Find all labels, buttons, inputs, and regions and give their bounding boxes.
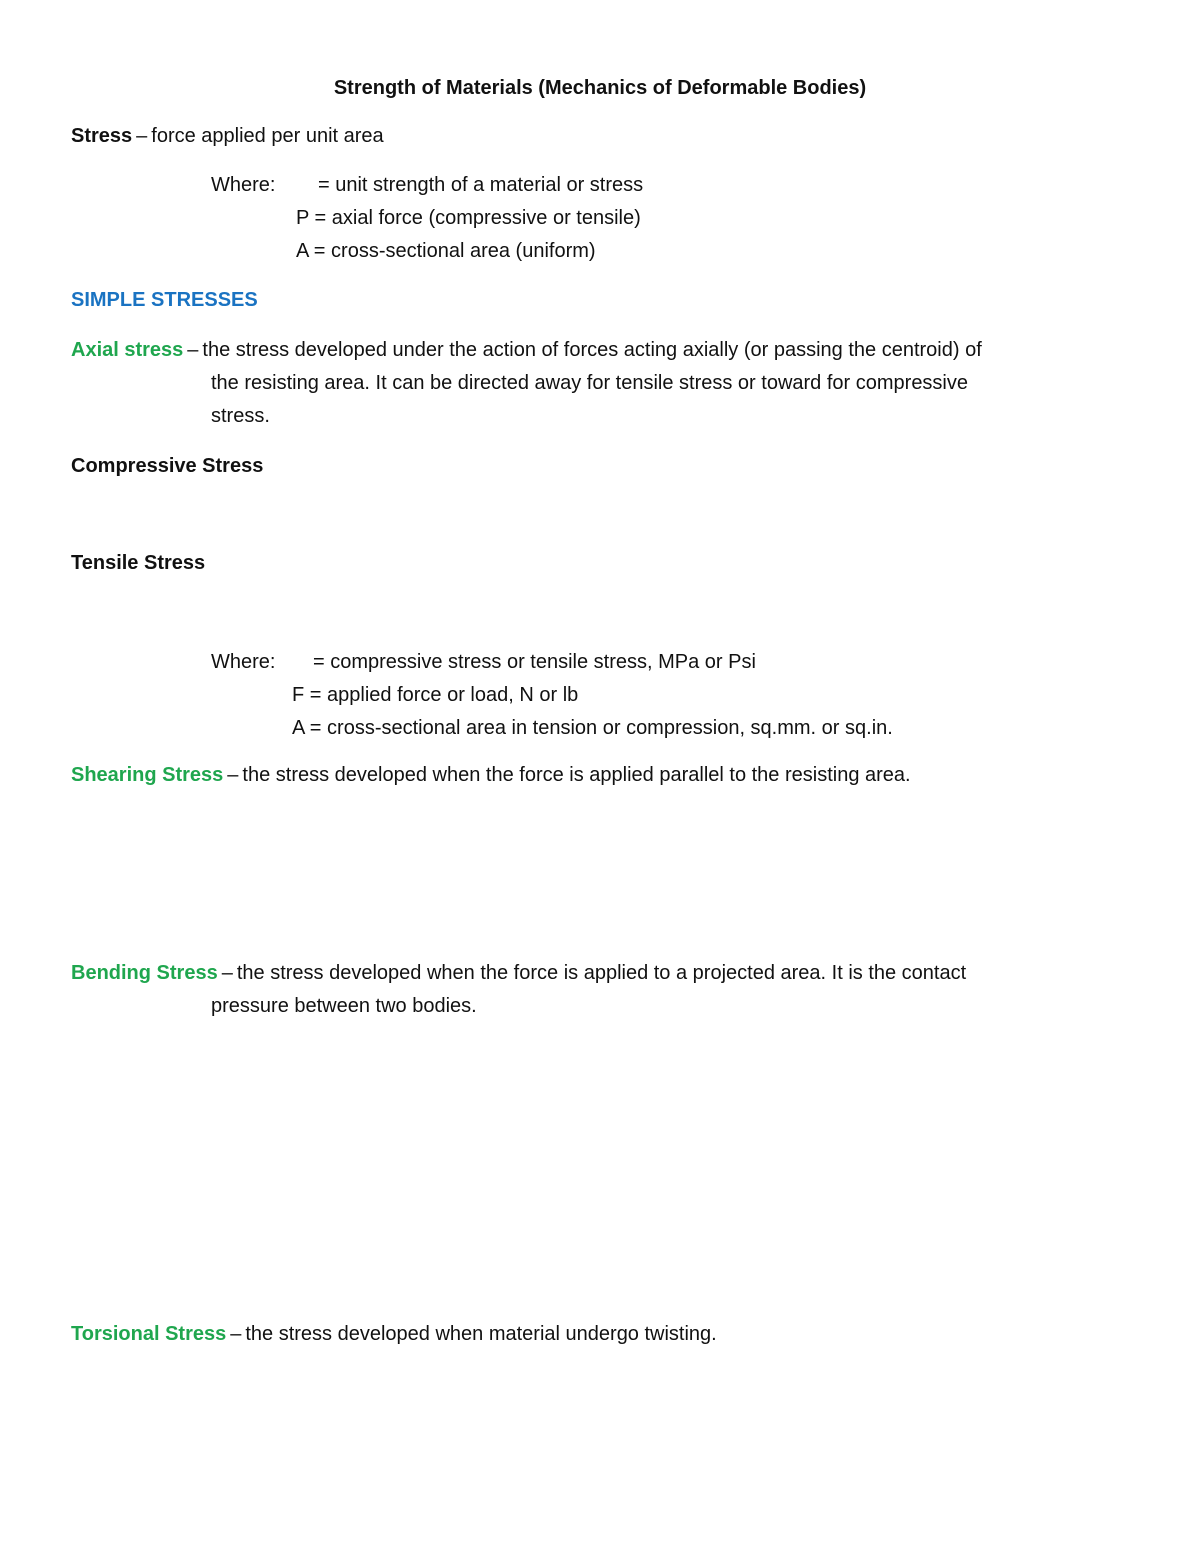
stress-term: Stress [71, 125, 133, 147]
where2-label: Where: [211, 651, 276, 673]
bending-text-2: pressure between two bodies. [211, 995, 477, 1017]
axial-stress-line1 [71, 338, 982, 362]
axial-text-2: the resisting area. It can be directed away for tensile stress or toward for compressive [211, 372, 969, 394]
simple-stresses-heading: SIMPLE STRESSES [71, 289, 258, 311]
axial-term: Axial stress [71, 339, 184, 361]
torsional-stress-line [71, 1322, 717, 1346]
where2-line-sigma: = compressive stress or tensile stress, MPa or Psi [313, 651, 756, 673]
where1-label: Where: [211, 174, 276, 196]
axial-dash: – [187, 339, 199, 361]
torsional-dash: – [230, 1323, 242, 1345]
where1-line-sigma: = unit strength of a material or stress [318, 174, 644, 196]
where1-line-p: P = axial force (compressive or tensile) [296, 207, 641, 229]
axial-text-3: stress. [211, 405, 270, 427]
torsional-text: the stress developed when material undergo twisting. [245, 1323, 717, 1345]
bending-dash: – [221, 962, 233, 984]
torsional-term: Torsional Stress [71, 1323, 227, 1345]
bending-stress-line1 [71, 961, 966, 985]
stress-text: force applied per unit area [151, 125, 384, 147]
bending-term: Bending Stress [71, 962, 218, 984]
shearing-dash: – [227, 764, 239, 786]
where2-line-a: A = cross-sectional area in tension or compression, sq.mm. or sq.in. [292, 717, 893, 739]
shearing-stress-line [71, 763, 911, 787]
shearing-text: the stress developed when the force is applied parallel to the resisting area. [242, 764, 911, 786]
where1-line-a: A = cross-sectional area (uniform) [296, 240, 596, 262]
bending-text-1: the stress developed when the force is applied to a projected area. It is the contact [236, 962, 967, 984]
tensile-stress-heading: Tensile Stress [71, 552, 206, 574]
where2-line-f: F = applied force or load, N or lb [292, 684, 579, 706]
shearing-term: Shearing Stress [71, 764, 224, 786]
stress-definition [71, 124, 384, 148]
stress-dash: – [136, 125, 148, 147]
document-title: Strength of Materials (Mechanics of Deformable Bodies) [333, 77, 867, 99]
compressive-stress-heading: Compressive Stress [71, 455, 264, 477]
axial-text-1: the stress developed under the action of forces acting axially (or passing the centroid) of [202, 339, 982, 361]
